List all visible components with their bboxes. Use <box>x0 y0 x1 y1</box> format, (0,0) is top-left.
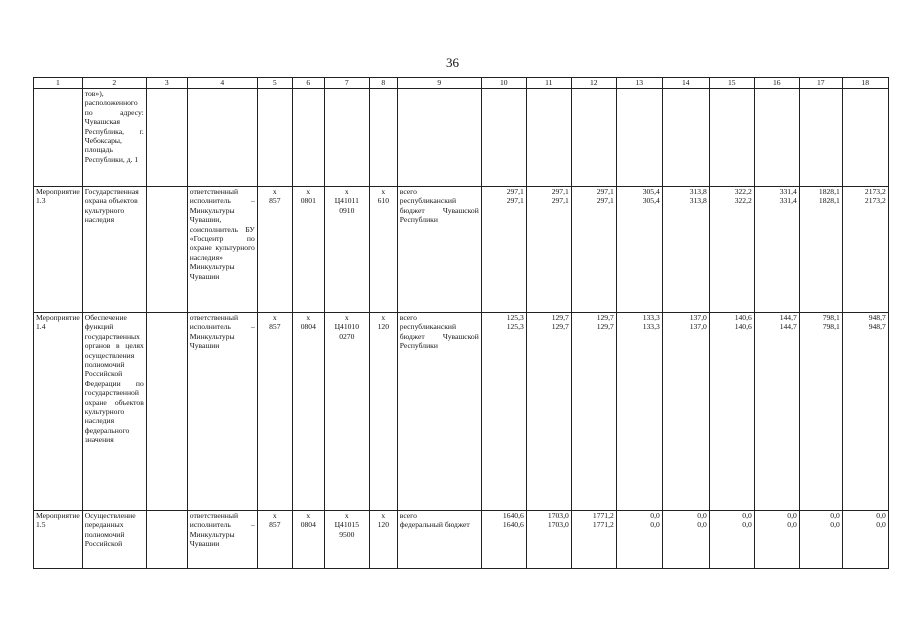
measure-id: Мероприятие 1.4 <box>34 313 83 511</box>
value-total: 1828,1 <box>818 187 840 196</box>
value-budget: 2173,2 <box>864 196 886 206</box>
value-total: 125,3 <box>506 313 524 322</box>
value-budget: 0,0 <box>697 520 707 530</box>
code-x: x <box>272 313 277 322</box>
value-budget: 322,2 <box>734 196 752 206</box>
code-x: x <box>306 313 311 322</box>
value-total: 297,1 <box>596 187 614 196</box>
value-total: 2173,2 <box>864 187 886 196</box>
col-header: 17 <box>799 78 842 89</box>
value-total: 297,1 <box>551 187 569 196</box>
value-total: 0,0 <box>742 511 752 520</box>
value-budget: 305,4 <box>642 196 660 206</box>
col-header: 14 <box>662 78 709 89</box>
value-budget: 0,0 <box>650 520 660 530</box>
measure-name: Обеспечение функций государственных органов в целях осуществления полномочий Российской Федерации по государственной охране объектов культурного наследия федерального значения <box>82 313 146 511</box>
value-total: 129,7 <box>596 313 614 322</box>
code-type: 610 <box>377 196 389 206</box>
code-section: 0804 <box>300 520 316 530</box>
value-budget: 331,4 <box>779 196 797 206</box>
value-budget: 948,7 <box>868 322 886 332</box>
value-total: 0,0 <box>876 511 886 520</box>
program-table <box>33 77 889 569</box>
code-type: 120 <box>377 520 389 530</box>
value-budget: 1640,6 <box>502 520 524 530</box>
value-total: 948,7 <box>868 313 886 322</box>
code-x: x <box>381 313 386 322</box>
code-x: x <box>272 187 277 196</box>
value-total: 305,4 <box>642 187 660 196</box>
value-budget: 1771,2 <box>592 520 614 530</box>
value-total: 0,0 <box>697 511 707 520</box>
code-grbs: 857 <box>269 196 281 206</box>
col-header: 15 <box>709 78 754 89</box>
measure-executor: ответственный исполнитель – Минкультуры Чувашии <box>187 313 257 511</box>
code-type: 120 <box>377 322 389 332</box>
source-total: всего <box>399 511 417 520</box>
code-x: x <box>306 511 311 520</box>
col-header: 3 <box>146 78 187 89</box>
value-budget: 0,0 <box>876 520 886 530</box>
value-total: 0,0 <box>650 511 660 520</box>
col-header: 11 <box>526 78 571 89</box>
source-budget: федеральный бюджет <box>399 520 470 530</box>
value-budget: 297,1 <box>596 196 614 206</box>
measure-executor: ответственный исполнитель – Минкультуры Чувашии <box>187 511 257 569</box>
page-number: 36 <box>446 55 459 70</box>
value-total: 297,1 <box>506 187 524 196</box>
value-budget: 137,0 <box>689 322 707 332</box>
value-total: 133,3 <box>642 313 660 322</box>
value-total: 129,7 <box>551 313 569 322</box>
value-budget: 1703,0 <box>547 520 569 530</box>
header-row <box>34 78 889 89</box>
code-x: x <box>344 511 349 520</box>
value-total: 1703,0 <box>547 511 569 520</box>
col-header: 4 <box>187 78 257 89</box>
col-header: 18 <box>842 78 888 89</box>
measure-id: Мероприятие 1.5 <box>34 511 83 569</box>
code-section: 0804 <box>300 322 316 332</box>
value-total: 0,0 <box>787 511 797 520</box>
table-row <box>34 187 889 313</box>
value-total: 313,8 <box>689 187 707 196</box>
value-budget: 140,6 <box>734 322 752 332</box>
col-header: 12 <box>571 78 616 89</box>
source-budget: республиканский бюджет Чувашской Республики <box>399 322 479 351</box>
source-total: всего <box>399 187 417 196</box>
code-x: x <box>344 187 349 196</box>
continuation-text: тов»), расположенного по адресу: Чувашская Республика, г. Чебоксары, площадь Республики, д. 1 <box>82 89 146 187</box>
value-budget: 297,1 <box>551 196 569 206</box>
code-x: x <box>344 313 349 322</box>
value-budget: 0,0 <box>787 520 797 530</box>
value-total: 1640,6 <box>502 511 524 520</box>
value-budget: 798,1 <box>822 322 840 332</box>
col-header: 8 <box>369 78 397 89</box>
table-row <box>34 313 889 511</box>
value-budget: 297,1 <box>506 196 524 206</box>
continuation-row <box>34 89 889 187</box>
value-total: 798,1 <box>822 313 840 322</box>
value-budget: 0,0 <box>742 520 752 530</box>
col-header: 6 <box>292 78 324 89</box>
col-header: 9 <box>397 78 481 89</box>
value-total: 0,0 <box>830 511 840 520</box>
value-budget: 129,7 <box>551 322 569 332</box>
value-budget: 0,0 <box>830 520 840 530</box>
table-row <box>34 511 889 569</box>
col-header: 16 <box>754 78 799 89</box>
col-header: 2 <box>82 78 146 89</box>
col-header: 5 <box>257 78 292 89</box>
code-target: Ц41011 0910 <box>334 196 359 215</box>
source-total: всего <box>399 313 417 322</box>
value-budget: 144,7 <box>779 322 797 332</box>
measure-id: Мероприятие 1.3 <box>34 187 83 313</box>
code-grbs: 857 <box>269 520 281 530</box>
code-target: Ц41015 9500 <box>334 520 360 539</box>
value-budget: 129,7 <box>596 322 614 332</box>
code-x: x <box>381 187 386 196</box>
code-x: x <box>272 511 277 520</box>
code-grbs: 857 <box>269 322 281 332</box>
value-total: 144,7 <box>779 313 797 322</box>
value-total: 137,0 <box>689 313 707 322</box>
col-header: 7 <box>324 78 369 89</box>
value-total: 331,4 <box>779 187 797 196</box>
code-x: x <box>306 187 311 196</box>
measure-name: Осуществление переданных полномочий Российской <box>82 511 146 569</box>
source-budget: республиканский бюджет Чувашской Республики <box>399 196 479 225</box>
value-budget: 133,3 <box>642 322 660 332</box>
col-header: 1 <box>34 78 83 89</box>
code-x: x <box>381 511 386 520</box>
value-total: 1771,2 <box>592 511 614 520</box>
code-section: 0801 <box>300 196 316 206</box>
value-budget: 125,3 <box>506 322 524 332</box>
value-budget: 313,8 <box>689 196 707 206</box>
measure-name: Государственная охрана объектов культурного наследия <box>82 187 146 313</box>
measure-executor: ответственный исполнитель – Минкультуры Чувашии, соисполнитель БУ «Госцентр по охране культурного наследия» Минкультуры Чувашии <box>187 187 257 313</box>
value-total: 322,2 <box>734 187 752 196</box>
col-header: 13 <box>616 78 662 89</box>
value-budget: 1828,1 <box>818 196 840 206</box>
value-total: 140,6 <box>734 313 752 322</box>
col-header: 10 <box>481 78 526 89</box>
code-target: Ц41010 0270 <box>334 322 360 341</box>
